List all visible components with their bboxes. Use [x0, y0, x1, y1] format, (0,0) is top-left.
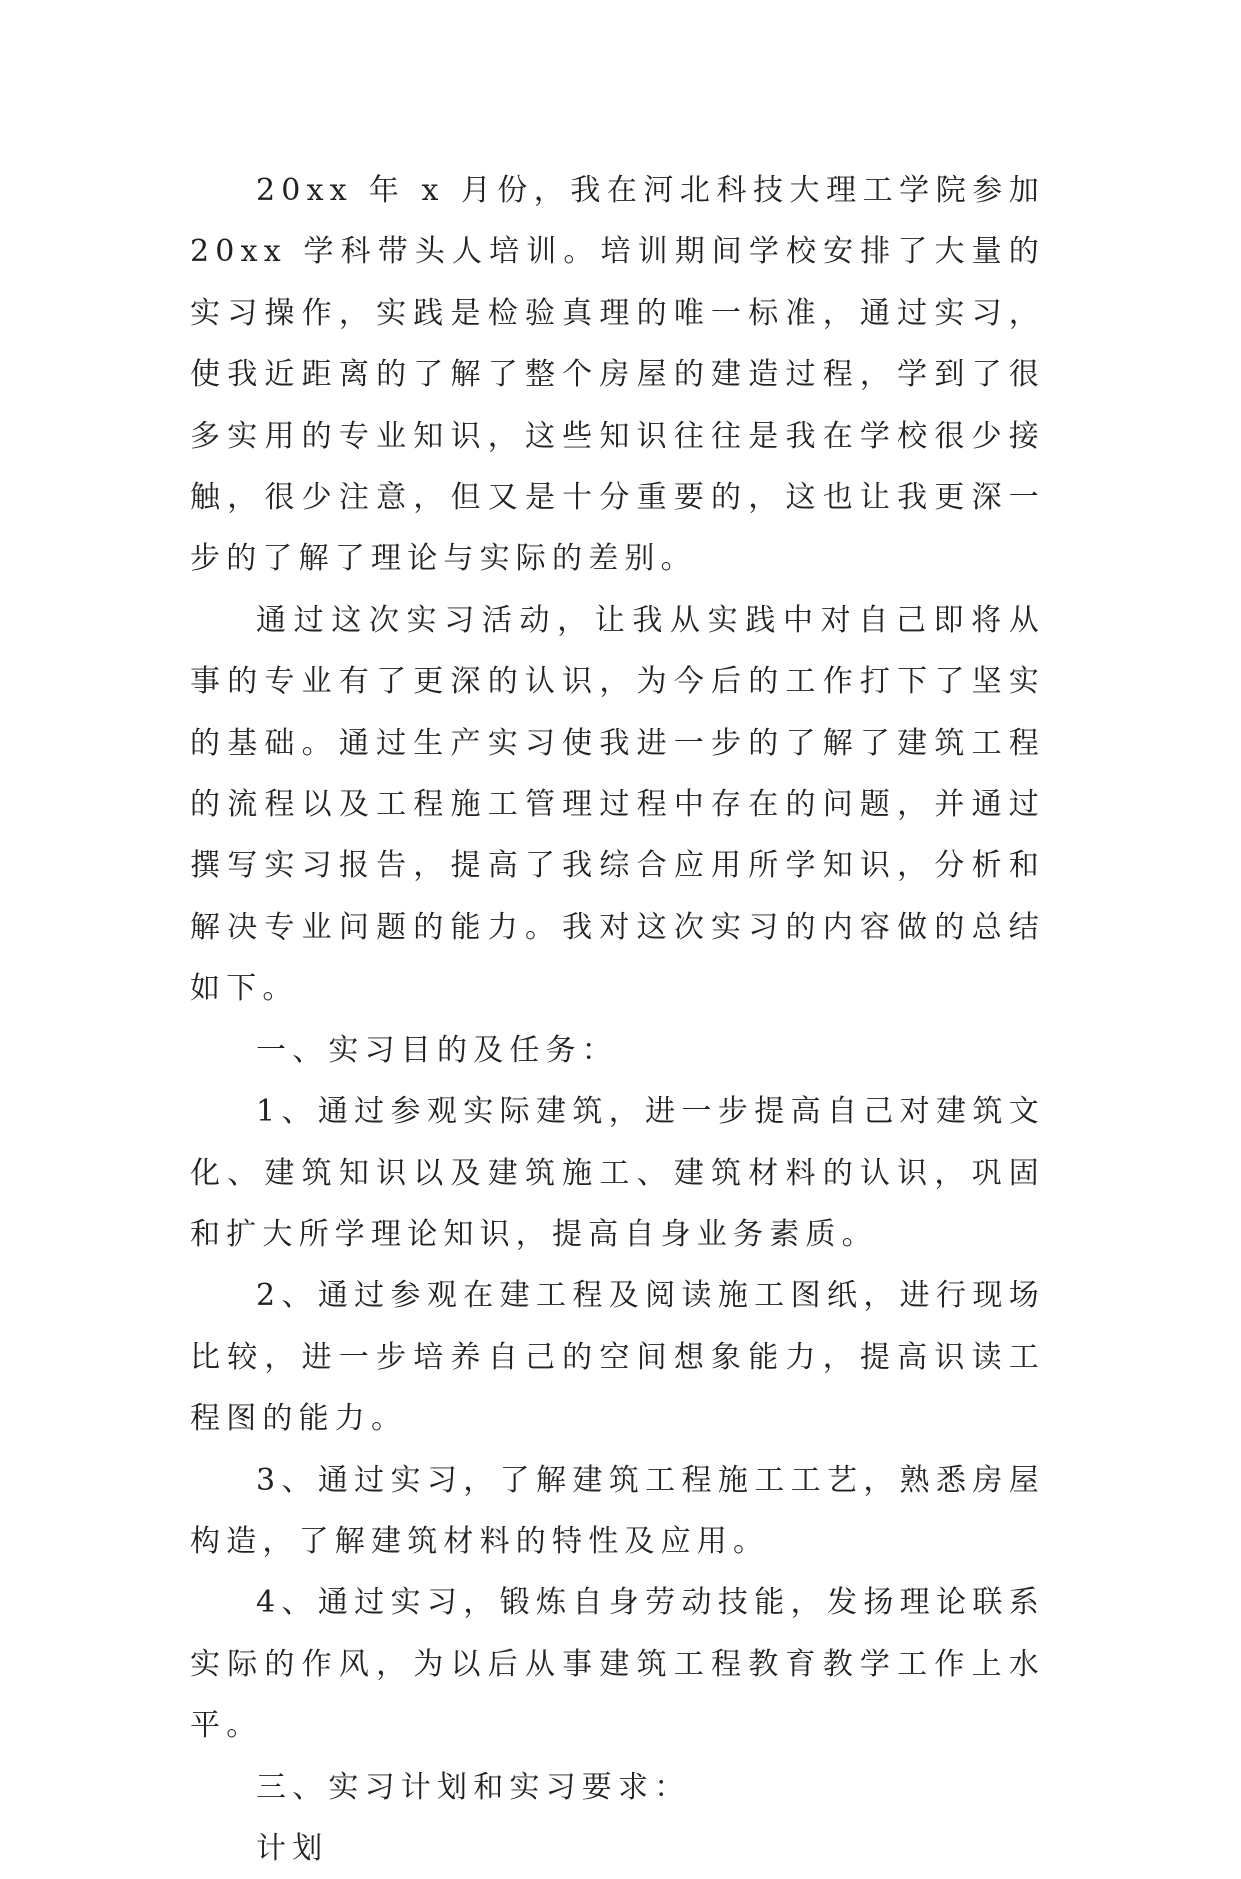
- section-heading-purpose: 一、实习目的及任务：: [256, 1032, 618, 1068]
- section-heading-plan: 三、实习计划和实习要求：: [256, 1769, 691, 1805]
- list-item-4: 4、通过实习，锻炼自身劳动技能，发扬理论联系实际的作风，为以后从事建筑工程教育教学工作上水平。: [190, 1585, 1045, 1744]
- subheading-plan: 计划: [256, 1830, 329, 1866]
- list-item-3: 3、通过实习，了解建筑工程施工工艺，熟悉房屋构造，了解建筑材料的特性及应用。: [190, 1462, 1045, 1559]
- document-body: [190, 160, 1045, 1879]
- list-item-2: 2、通过参观在建工程及阅读施工图纸，进行现场比较，进一步培养自己的空间想象能力，提高识读工程图的能力。: [190, 1278, 1045, 1437]
- list-item-1: 1、通过参观实际建筑，进一步提高自己对建筑文化、建筑知识以及建筑施工、建筑材料的认识，巩固和扩大所学理论知识，提高自身业务素质。: [190, 1094, 1045, 1252]
- paragraph-intro: 20xx 年 x 月份，我在河北科技大理工学院参加 20xx 学科带头人培训。培训期间学校安排了大量的实习操作，实践是检验真理的唯一标准，通过实习，使我近距离的了解了整个房屋的建造过程，学到了很多实用的专业知识，这些知识往往是我在学校很少接触，很少注意，但又是十分重要的，这也让我更深一步的了解了理论与实际的差别。: [190, 173, 1045, 577]
- paragraph-summary: 通过这次实习活动，让我从实践中对自己即将从事的专业有了更深的认识，为今后的工作打下了坚实的基础。通过生产实习使我进一步的了解了建筑工程的流程以及工程施工管理过程中存在的问题，并通过撰写实习报告，提高了我综合应用所学知识，分析和解决专业问题的能力。我对这次实习的内容做的总结如下。: [190, 602, 1045, 1007]
